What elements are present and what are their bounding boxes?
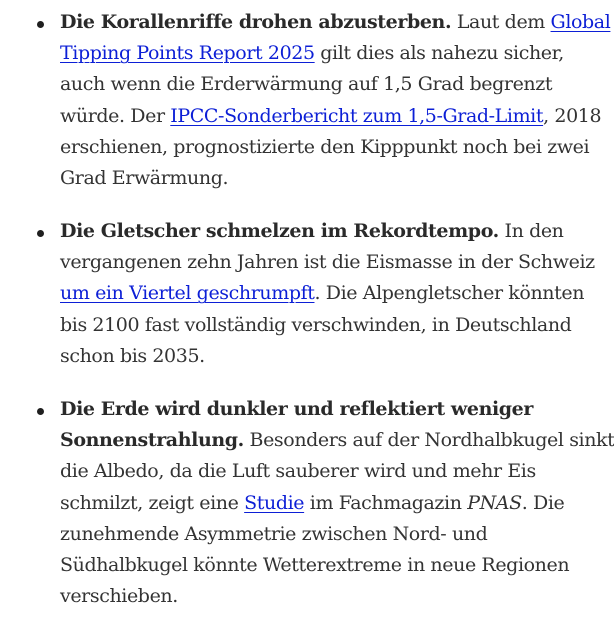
item-lead: Sonnenstrahlung. <box>60 429 244 452</box>
bullet-icon <box>37 230 44 237</box>
text-line: erschienen, prognostizierte den Kipppunkt noch bei zwei <box>60 135 590 158</box>
glacier-shrink-link[interactable]: um ein Viertel geschrumpft <box>60 282 315 305</box>
bullet-icon <box>37 408 44 415</box>
text-line: um ein Viertel geschrumpft. Die Alpengletscher könnten <box>60 282 585 305</box>
bullet-icon <box>37 21 44 28</box>
text-line: auch wenn die Erderwärmung auf 1,5 Grad begrenzt <box>60 73 553 96</box>
item-lead: Die Korallenriffe drohen abzusterben. <box>60 11 452 33</box>
text-line: Grad Erwärmung. <box>60 166 229 189</box>
text-line: die Albedo, da die Luft sauberer wird und mehr Eis <box>60 460 536 483</box>
list-item-text <box>60 7 611 194</box>
text-line: würde. Der IPCC-Sonderbericht zum 1,5-Grad-Limit, 2018 <box>60 104 602 127</box>
list-item-text <box>60 394 614 612</box>
text-line: Sonnenstrahlung. Besonders auf der Nordhalbkugel sinkt <box>60 429 614 452</box>
list-item-text <box>60 216 595 372</box>
text-line: vergangenen zehn Jahren ist die Eismasse in der Schweiz <box>60 251 595 274</box>
text-line: bis 2100 fast vollständig verschwinden, in Deutschland <box>60 313 572 336</box>
text-line: Tipping Points Report 2025 gilt dies als nahezu sicher, <box>60 42 564 65</box>
text-line: Südhalbkugel könnte Wetterextreme in neue Regionen <box>60 553 570 576</box>
item-lead: Die Gletscher schmelzen im Rekordtempo. <box>60 220 499 242</box>
text-line: Die Korallenriffe drohen abzusterben. Laut dem Global <box>60 11 611 33</box>
text-line: schmilzt, zeigt eine Studie im Fachmagazin PNAS. Die <box>60 491 565 514</box>
text-line <box>60 394 580 425</box>
text-line: verschieben. <box>60 585 178 608</box>
text-line: zunehmende Asymmetrie zwischen Nord- und <box>60 522 488 545</box>
albedo-study-link[interactable]: Studie <box>244 491 305 514</box>
text-line: Die Gletscher schmelzen im Rekordtempo. In den <box>60 220 564 242</box>
journal-name: PNAS <box>467 491 522 514</box>
global-tipping-points-report-link[interactable]: Tipping Points Report 2025 <box>60 42 315 65</box>
global-tipping-points-report-link[interactable]: Global <box>550 11 611 33</box>
item-lead: Die Erde wird dunkler und reflektiert weniger <box>60 398 533 420</box>
text-line: schon bis 2035. <box>60 344 205 367</box>
ipcc-special-report-link[interactable]: IPCC-Sonderbericht zum 1,5-Grad-Limit <box>170 104 544 127</box>
